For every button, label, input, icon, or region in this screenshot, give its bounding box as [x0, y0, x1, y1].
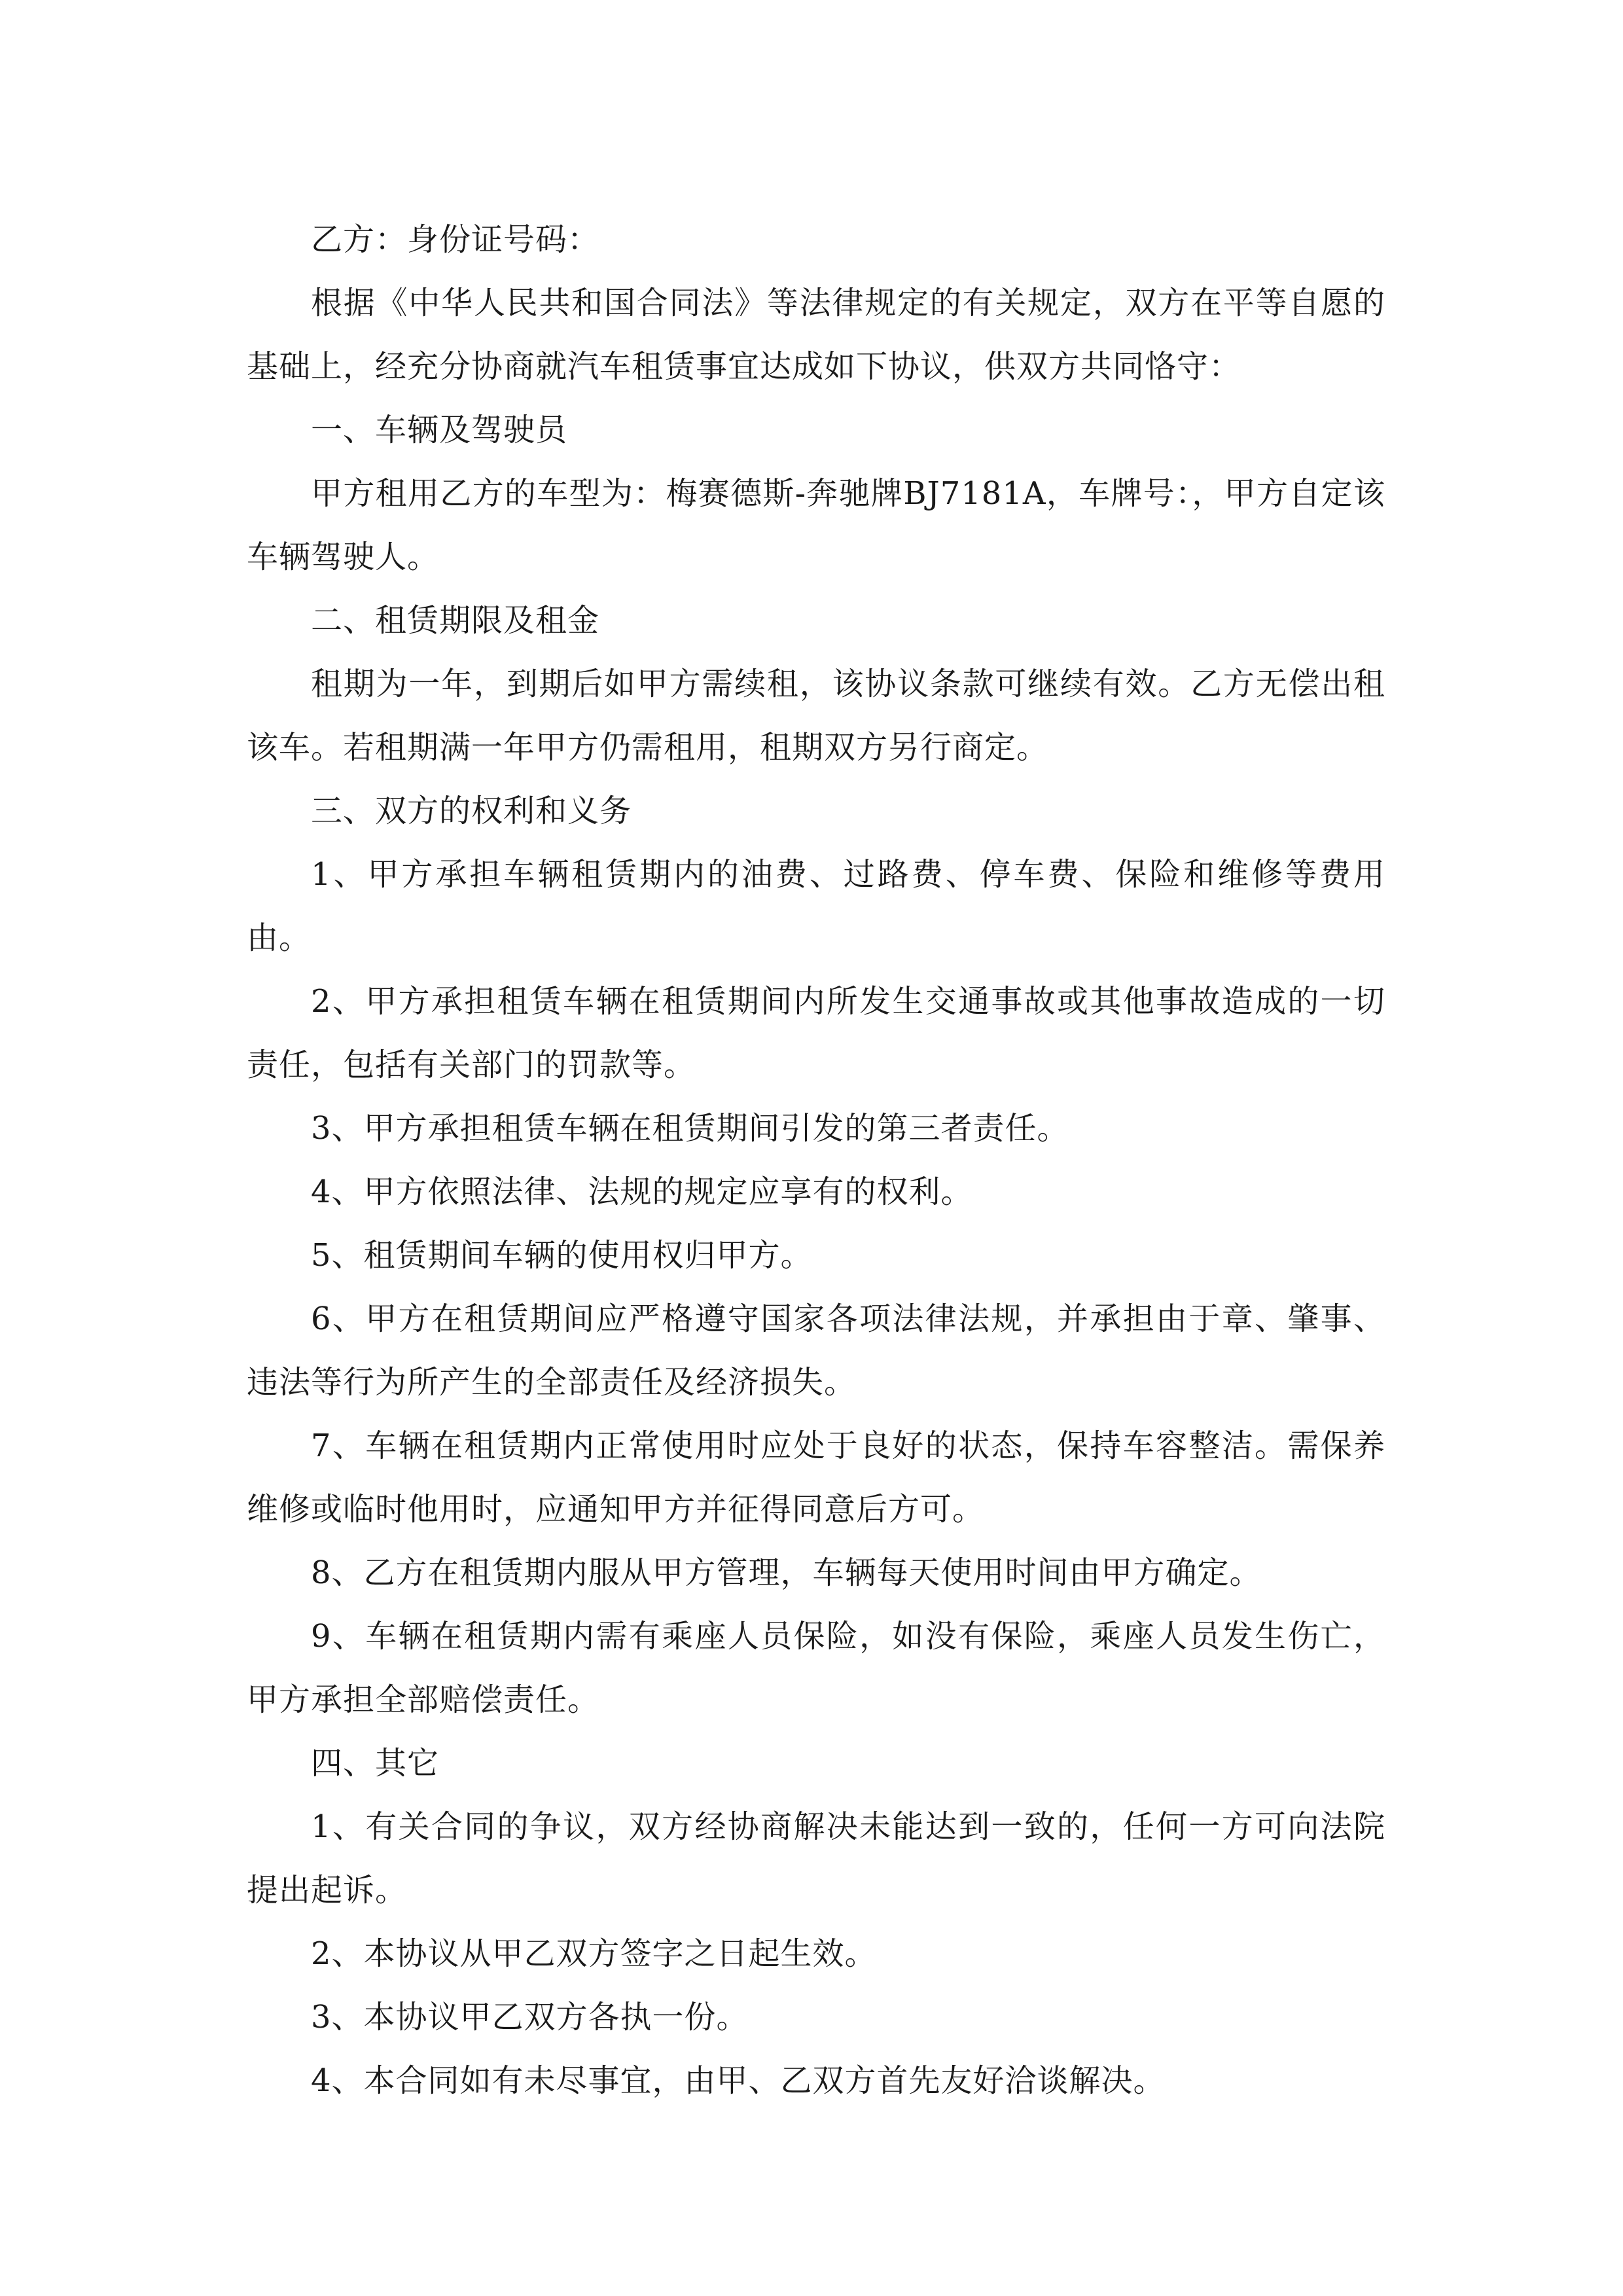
clause-item: 1、有关合同的争议，双方经协商解决未能达到一致的，任何一方可向法院提出起诉。: [247, 1808, 1385, 1909]
clause-item: 8、乙方在租赁期内服从甲方管理，车辆每天使用时间由甲方确定。: [311, 1554, 1262, 1591]
clause-item: 3、本协议甲乙双方各执一份。: [311, 1999, 749, 2036]
section-heading-rights-obligations: 三、双方的权利和义务: [311, 793, 632, 829]
clause-item: 4、甲方依照法律、法规的规定应享有的权利。: [311, 1174, 973, 1210]
clause-item: 6、甲方在租赁期间应严格遵守国家各项法律法规，并承担由于章、肇事、违法等行为所产生的全部责任及经济损失。: [247, 1300, 1385, 1401]
clause-item: 3、甲方承担租赁车辆在租赁期间引发的第三者责任。: [311, 1110, 1069, 1147]
section-heading-term-rent: 二、租赁期限及租金: [311, 602, 600, 639]
clause-item: 2、本协议从甲乙双方签字之日起生效。: [311, 1935, 877, 1972]
clause-item: 5、租赁期间车辆的使用权归甲方。: [311, 1237, 813, 1274]
party-b-id-line: 乙方：身份证号码：: [311, 221, 600, 258]
clause-item: 4、本合同如有未尽事宜，由甲、乙双方首先友好洽谈解决。: [311, 2062, 1166, 2099]
vehicle-clause: 甲方租用乙方的车型为：梅赛德斯-奔驰牌BJ7181A，车牌号：，甲方自定该车辆驾驶人。: [247, 475, 1385, 575]
clause-item: 9、车辆在租赁期内需有乘座人员保险，如没有保险，乘座人员发生伤亡，甲方承担全部赔偿责任。: [247, 1618, 1385, 1718]
term-clause: 租期为一年，到期后如甲方需续租，该协议条款可继续有效。乙方无偿出租该车。若租期满一年甲方仍需租用，租期双方另行商定。: [247, 666, 1385, 766]
contract-body: [247, 208, 1385, 2113]
section-heading-other: 四、其它: [311, 1745, 440, 1782]
clause-item: 7、车辆在租赁期内正常使用时应处于良好的状态，保持车容整洁。需保养维修或临时他用时，应通知甲方并征得同意后方可。: [247, 1427, 1385, 1528]
clause-item: 1、甲方承担车辆租赁期内的油费、过路费、停车费、保险和维修等费用由。: [247, 856, 1385, 956]
preamble-paragraph: 根据《中华人民共和国合同法》等法律规定的有关规定，双方在平等自愿的基础上，经充分协商就汽车租赁事宜达成如下协议，供双方共同恪守：: [247, 285, 1385, 385]
clause-item: 2、甲方承担租赁车辆在租赁期间内所发生交通事故或其他事故造成的一切责任，包括有关部门的罚款等。: [247, 983, 1385, 1083]
section-heading-vehicle-driver: 一、车辆及驾驶员: [311, 412, 568, 448]
